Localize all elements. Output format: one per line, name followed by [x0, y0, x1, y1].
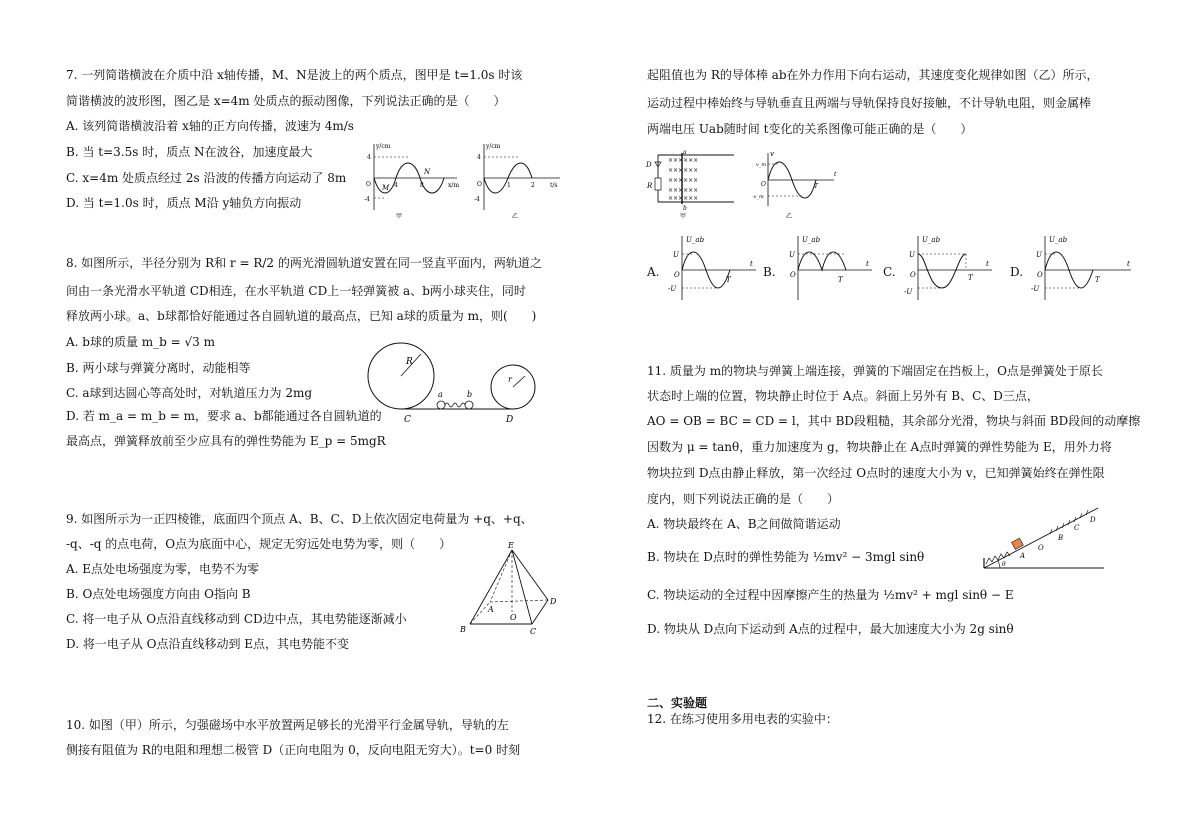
q8-option-c: C. a球到达圆心等高处时，对轨道压力为 2mg — [66, 386, 313, 400]
q7-wave-figure — [362, 140, 462, 220]
q10a-U: U — [673, 251, 679, 259]
q9-stem-line2: -q、-q 的点电荷，O点为底面中心，规定无穷远处电势为零，则（ ） — [66, 537, 452, 551]
q10-choice-d-graph — [1031, 232, 1135, 304]
q10a-negU: -U — [668, 285, 677, 293]
section-experiment-title: 二、实验题 — [647, 696, 708, 710]
q11-label-D: D — [1090, 516, 1096, 524]
q11-stem-line6: 度内，则下列说法正确的是（ ） — [647, 492, 840, 506]
q10b-U: U — [789, 251, 795, 259]
q7b-origin: O — [477, 181, 482, 188]
q10-choice-b-label: B. — [763, 265, 776, 279]
q7b-tick2: 2 — [531, 182, 535, 189]
q10-label-a: a — [683, 149, 687, 156]
q7b-tick1: 1 — [507, 182, 511, 189]
q10d-ylabel: U_ab — [1049, 236, 1068, 244]
q7a-origin: O — [366, 181, 371, 188]
q10-label-O: O — [761, 181, 766, 188]
q7a-N: N — [424, 168, 431, 176]
q11-stem-line1: 11. 质量为 m的物块与弹簧上端连接，弹簧的下端固定在挡板上，O点是弹簧处于原长 — [647, 364, 1103, 378]
q8-stem-line2: 间由一条光滑水平轨道 CD相连，在水平轨道 CD上一轻弹簧被 a、b两小球夹住，同时 — [66, 284, 526, 298]
svg-text:××××××: ×××××× — [668, 177, 699, 184]
q10-caption-yi: 乙 — [786, 213, 793, 220]
q10-label-R: R — [647, 182, 653, 190]
q10b-t: t — [866, 260, 869, 268]
q7-vibration-figure — [476, 140, 566, 220]
q8-option-d-tail: 最高点，弹簧释放前至少应具有的弹性势能为 E_p = 5mgR — [66, 434, 386, 448]
q8-label-D: D — [506, 415, 514, 425]
q10-stem-line1: 10. 如图（甲）所示，匀强磁场中水平放置两足够长的光滑平行金属导轨，导轨的左 — [66, 718, 509, 732]
q11-incline-figure — [978, 500, 1108, 572]
q10-stem-line3: 起阻值也为 R的导体棒 ab在外力作用下向右运动，其速度变化规律如图（乙）所示， — [647, 68, 1099, 82]
q9-option-c: C. 将一电子从 O点沿直线移动到 CD边中点，其电势能逐渐减小 — [66, 612, 407, 626]
q8-label-C: C — [404, 415, 411, 425]
q12-stem: 12. 在练习使用多用电表的实验中： — [647, 712, 838, 726]
q10-velocity-figure — [752, 150, 840, 220]
q10b-ylabel: U_ab — [802, 236, 821, 244]
q8-track-figure — [364, 340, 544, 430]
q9-label-O: O — [510, 613, 517, 622]
q9-label-E: E — [508, 541, 514, 550]
q8-label-R: R — [406, 357, 413, 367]
q7-option-c: C. x=4m 处质点经过 2s 沿波的传播方向运动了 8m — [66, 171, 347, 185]
q7a-ylabel: y/cm — [376, 143, 391, 150]
q11-stem-line3: AO = OB = BC = CD = l，其中 BD段粗糙，其余部分光滑，物块与斜面 BD段间的动摩擦 — [647, 414, 1141, 428]
q7-stem-line1: 7. 一列简谐横波在介质中沿 x轴传播，M、N是波上的两个质点，图甲是 t=1.0s 时该 — [66, 68, 523, 82]
q11-option-d: D. 物块从 D点向下运动到 A点的过程中，最大加速度大小为 2g sinθ — [647, 622, 1014, 636]
q10c-t: t — [986, 260, 989, 268]
q7-option-d: D. 当 t=1.0s 时，质点 M沿 y轴负方向振动 — [66, 196, 302, 210]
q10d-negU: -U — [1031, 285, 1040, 293]
q9-stem-line1: 9. 如图所示为一正四棱锥，底面四个顶点 A、B、C、D上依次固定电荷量为 +q、+q、 — [66, 512, 533, 526]
q11-label-A: A — [1020, 552, 1026, 560]
q8-option-a: A. b球的质量 m_b = √3 m — [66, 335, 216, 349]
q11-label-theta: θ — [1002, 561, 1006, 568]
q9-option-b: B. O点处电场强度方向由 O指向 B — [66, 587, 251, 601]
q7b-xlabel: t/s — [550, 182, 558, 189]
q10-choice-b-graph — [784, 232, 876, 304]
q10d-t: t — [1127, 260, 1130, 268]
q10-choice-a-graph — [668, 232, 760, 304]
q9-label-A: A — [488, 605, 494, 614]
q11-stem-line5: 物块拉到 D点由静止释放，第一次经过 O点时的速度大小为 v，已知弹簧始终在弹性限 — [647, 466, 1105, 480]
q10-label-T: T — [814, 183, 819, 190]
q9-option-a: A. E点处电场强度为零，电势不为零 — [66, 562, 260, 576]
q9-label-D: D — [550, 597, 557, 606]
q10-circuit-figure — [646, 150, 736, 220]
svg-text:××××××: ×××××× — [668, 167, 699, 174]
q7a-M: M — [382, 184, 390, 192]
q10d-T: T — [1095, 276, 1100, 284]
q10b-T: T — [838, 276, 843, 284]
q10-label-b: b — [683, 205, 687, 212]
q8-label-r: r — [508, 375, 512, 384]
q11-label-C: C — [1074, 524, 1080, 532]
q8-stem-line1: 8. 如图所示，半径分别为 R和 r = R/2 的两光滑圆轨道安置在同一竖直平面内，两轨道之 — [66, 256, 542, 270]
q7b-ylabel: y/cm — [486, 143, 501, 150]
q10d-O: O — [1037, 271, 1043, 279]
q7a-xlabel: x/m — [448, 182, 460, 189]
q9-pyramid-figure — [458, 540, 568, 640]
q7a-tick4: 4 — [394, 182, 398, 189]
q10c-negU: -U — [904, 288, 913, 296]
q8-label-a: a — [438, 390, 443, 399]
q10-stem-line5: 两端电压 Uab随时间 t变化的关系图像可能正确的是（ ） — [647, 122, 973, 136]
q7a-caption: 甲 — [396, 213, 403, 220]
q9-label-B: B — [460, 625, 466, 634]
q10-label-neg-vm: -v_m — [752, 194, 764, 200]
q10a-O: O — [674, 271, 680, 279]
svg-text:××××××: ×××××× — [668, 187, 699, 194]
q11-option-c: C. 物块运动的全过程中因摩擦产生的热量为 ½mv² + mgl sinθ − E — [647, 588, 1014, 602]
q11-label-O: O — [1038, 544, 1044, 552]
svg-text:××××××: ×××××× — [668, 157, 699, 164]
q10a-ylabel: U_ab — [686, 236, 705, 244]
q11-label-B: B — [1058, 534, 1064, 542]
q10a-t: t — [750, 260, 753, 268]
q7-stem-line2: 简谐横波的波形图，图乙是 x=4m 处质点的振动图像，下列说法正确的是（ ） — [66, 94, 506, 108]
q10-label-t: t — [834, 171, 837, 178]
svg-text:××××××: ×××××× — [668, 195, 699, 202]
q7b-ytop: 4 — [477, 154, 481, 161]
q10-label-vm: v_m — [756, 162, 767, 168]
q7b-ybot: -4 — [474, 196, 480, 203]
q10b-O: O — [790, 271, 796, 279]
q9-option-d: D. 将一电子从 O点沿直线移动到 E点，其电势能不变 — [66, 637, 350, 651]
q10-label-v: v — [770, 150, 774, 158]
q7b-caption: 乙 — [512, 213, 519, 220]
q10a-T: T — [726, 276, 731, 284]
q10-caption-jia: 甲 — [680, 213, 687, 220]
q10-choice-c-label: C. — [883, 265, 896, 279]
q10-choice-d-label: D. — [1010, 265, 1024, 279]
q10c-U: U — [909, 251, 915, 259]
q7-option-b: B. 当 t=3.5s 时，质点 N在波谷，加速度最大 — [66, 145, 313, 159]
q11-option-a: A. 物块最终在 A、B之间做简谐运动 — [647, 517, 841, 531]
q8-label-b: b — [467, 390, 473, 399]
q11-stem-line4: 因数为 μ = tanθ，重力加速度为 g，物块静止在 A点时弹簧的弹性势能为 E，用外力将 — [647, 440, 1112, 454]
q8-option-d: D. 若 m_a = m_b = m，要求 a、b都能通过各自圆轨道的 — [66, 409, 382, 423]
q11-option-b: B. 物块在 D点时的弹性势能为 ½mv² − 3mgl sinθ — [647, 550, 925, 564]
q9-label-C: C — [530, 627, 537, 636]
q8-stem-line3: 释放两小球。a、b球都恰好能通过各自圆轨道的最高点，已知 a球的质量为 m，则( ) — [66, 309, 537, 323]
q7a-tick8: 8 — [420, 182, 424, 189]
q10c-O: O — [910, 271, 916, 279]
q10-choice-c-graph — [904, 232, 996, 304]
q11-stem-line2: 状态时上端的位置，物块静止时位于 A点。斜面上另外有 B、C、D三点， — [647, 389, 1039, 403]
q7a-ytop: 4 — [367, 154, 371, 161]
q10c-T: T — [968, 274, 973, 282]
q10d-U: U — [1036, 251, 1042, 259]
q7-option-a: A. 该列简谐横波沿着 x轴的正方向传播，波速为 4m/s — [66, 119, 354, 133]
q10-choice-a-label: A. — [647, 265, 660, 279]
q10-stem-line2: 侧接有阻值为 R的电阻和理想二极管 D（正向电阻为 0，反向电阻无穷大）。t=0 时刻 — [66, 743, 521, 757]
q10-stem-line4: 运动过程中棒始终与导轨垂直且两端与导轨保持良好接触，不计导轨电阻，则金属棒 — [647, 96, 1092, 110]
q10c-ylabel: U_ab — [922, 236, 941, 244]
q10-label-D: D — [646, 161, 652, 169]
q8-option-b: B. 两小球与弹簧分离时，动能相等 — [66, 361, 251, 375]
q7a-ybot: -4 — [364, 196, 370, 203]
